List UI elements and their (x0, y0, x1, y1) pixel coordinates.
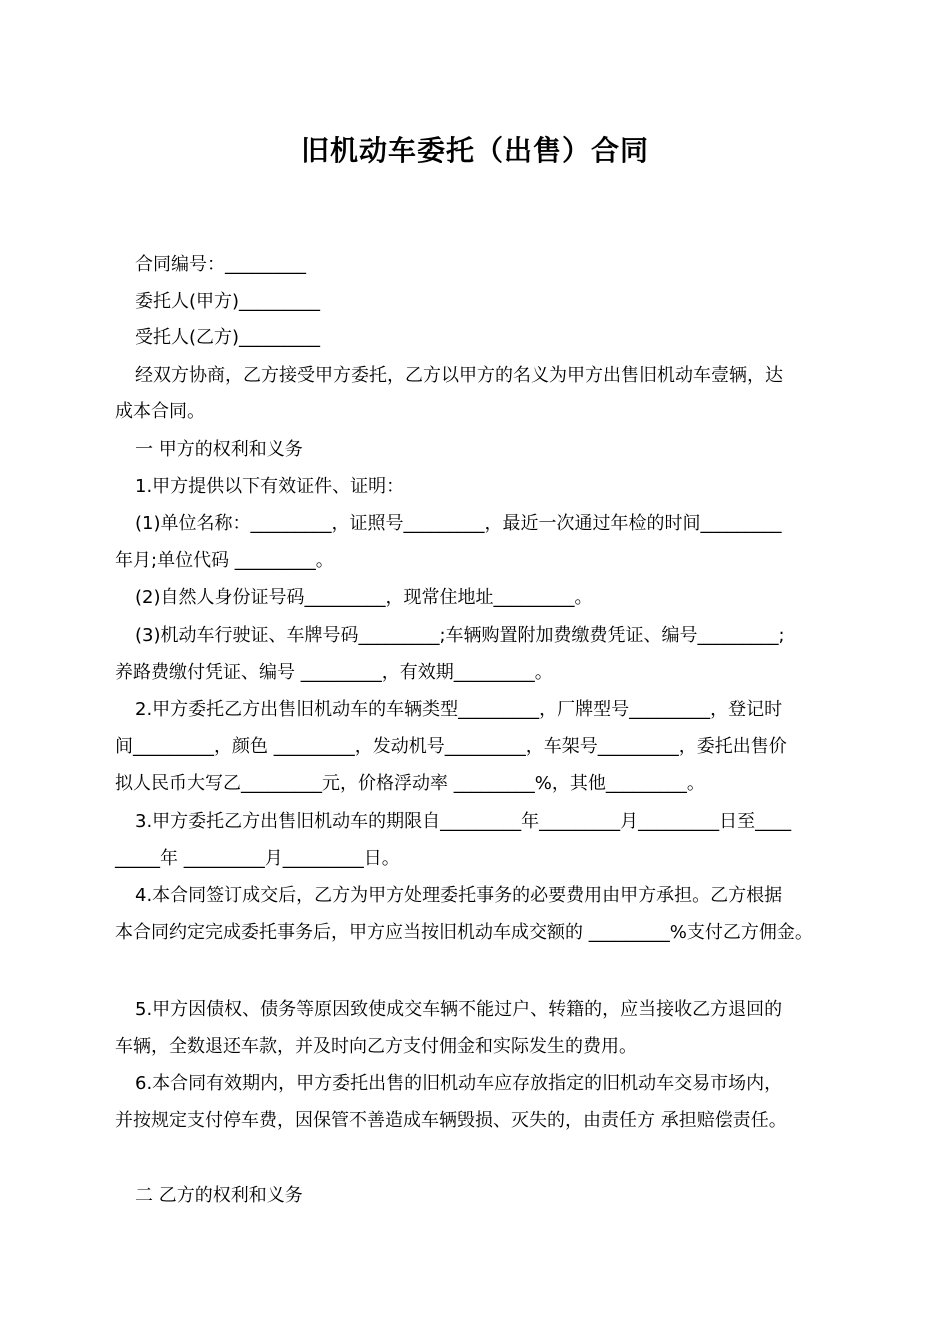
clause-1-item-3-line-1: (3)机动车行驶证、车牌号码_________;车辆购置附加费缴费凭证、编号_________; (135, 625, 785, 646)
clause-1-item-2: (2)自然人身份证号码_________，现常住地址_________。 (135, 587, 593, 608)
clause-5-line-1: 5.甲方因债权、债务等原因致使成交车辆不能过户、转籍的，应当接收乙方退回的 (135, 999, 783, 1020)
clause-3-line-1: 3.甲方委托乙方出售旧机动车的期限自_________年_________月_________日至____ (135, 811, 792, 832)
clause-2-line-1: 2.甲方委托乙方出售旧机动车的车辆类型_________，厂牌型号_________，登记时 (135, 699, 783, 720)
clause-4-line-1: 4.本合同签订成交后，乙方为甲方处理委托事务的必要费用由甲方承担。乙方根据 (135, 885, 783, 906)
contract-number-line: 合同编号：_________ (135, 254, 306, 275)
clause-6-line-1: 6.本合同有效期内，甲方委托出售的旧机动车应存放指定的旧机动车交易市场内， (135, 1073, 783, 1094)
clause-1-item-1-line-2: 年月;单位代码 _________。 (115, 550, 334, 571)
clause-2-line-3: 拟人民币大写乙_________元，价格浮动率 _________%，其他_________。 (115, 773, 705, 794)
clause-1-heading: 1.甲方提供以下有效证件、证明： (135, 476, 405, 497)
agent-party-b-line: 受托人(乙方)_________ (135, 327, 321, 348)
clause-3-line-2: _____年 _________月_________日。 (115, 848, 400, 869)
principal-party-a-line: 委托人(甲方)_________ (135, 291, 321, 312)
clause-5-line-2: 车辆，全数退还车款，并及时向乙方支付佣金和实际发生的费用。 (115, 1036, 637, 1057)
clause-6-line-2: 并按规定支付停车费，因保管不善造成车辆毁损、灭失的，由责任方 承担赔偿责任。 (115, 1110, 787, 1131)
preamble-line-2: 成本合同。 (115, 401, 205, 422)
section-heading-party-b: 二 乙方的权利和义务 (135, 1185, 303, 1206)
clause-1-item-1-line-1: (1)单位名称：_________，证照号_________，最近一次通过年检的时间_________ (135, 513, 782, 534)
document-title: 旧机动车委托（出售）合同 (300, 134, 649, 167)
clause-1-item-3-line-2: 养路费缴付凭证、编号 _________，有效期_________。 (115, 662, 553, 683)
clause-4-line-2: 本合同约定完成委托事务后，甲方应当按旧机动车成交额的 _________%支付乙方佣金。 (115, 922, 813, 943)
clause-2-line-2: 间_________，颜色 _________，发动机号_________，车架号_________，委托出售价 (115, 736, 787, 757)
section-heading-party-a: 一 甲方的权利和义务 (135, 439, 303, 460)
preamble-line-1: 经双方协商，乙方接受甲方委托，乙方以甲方的名义为甲方出售旧机动车壹辆，达 (135, 365, 783, 386)
